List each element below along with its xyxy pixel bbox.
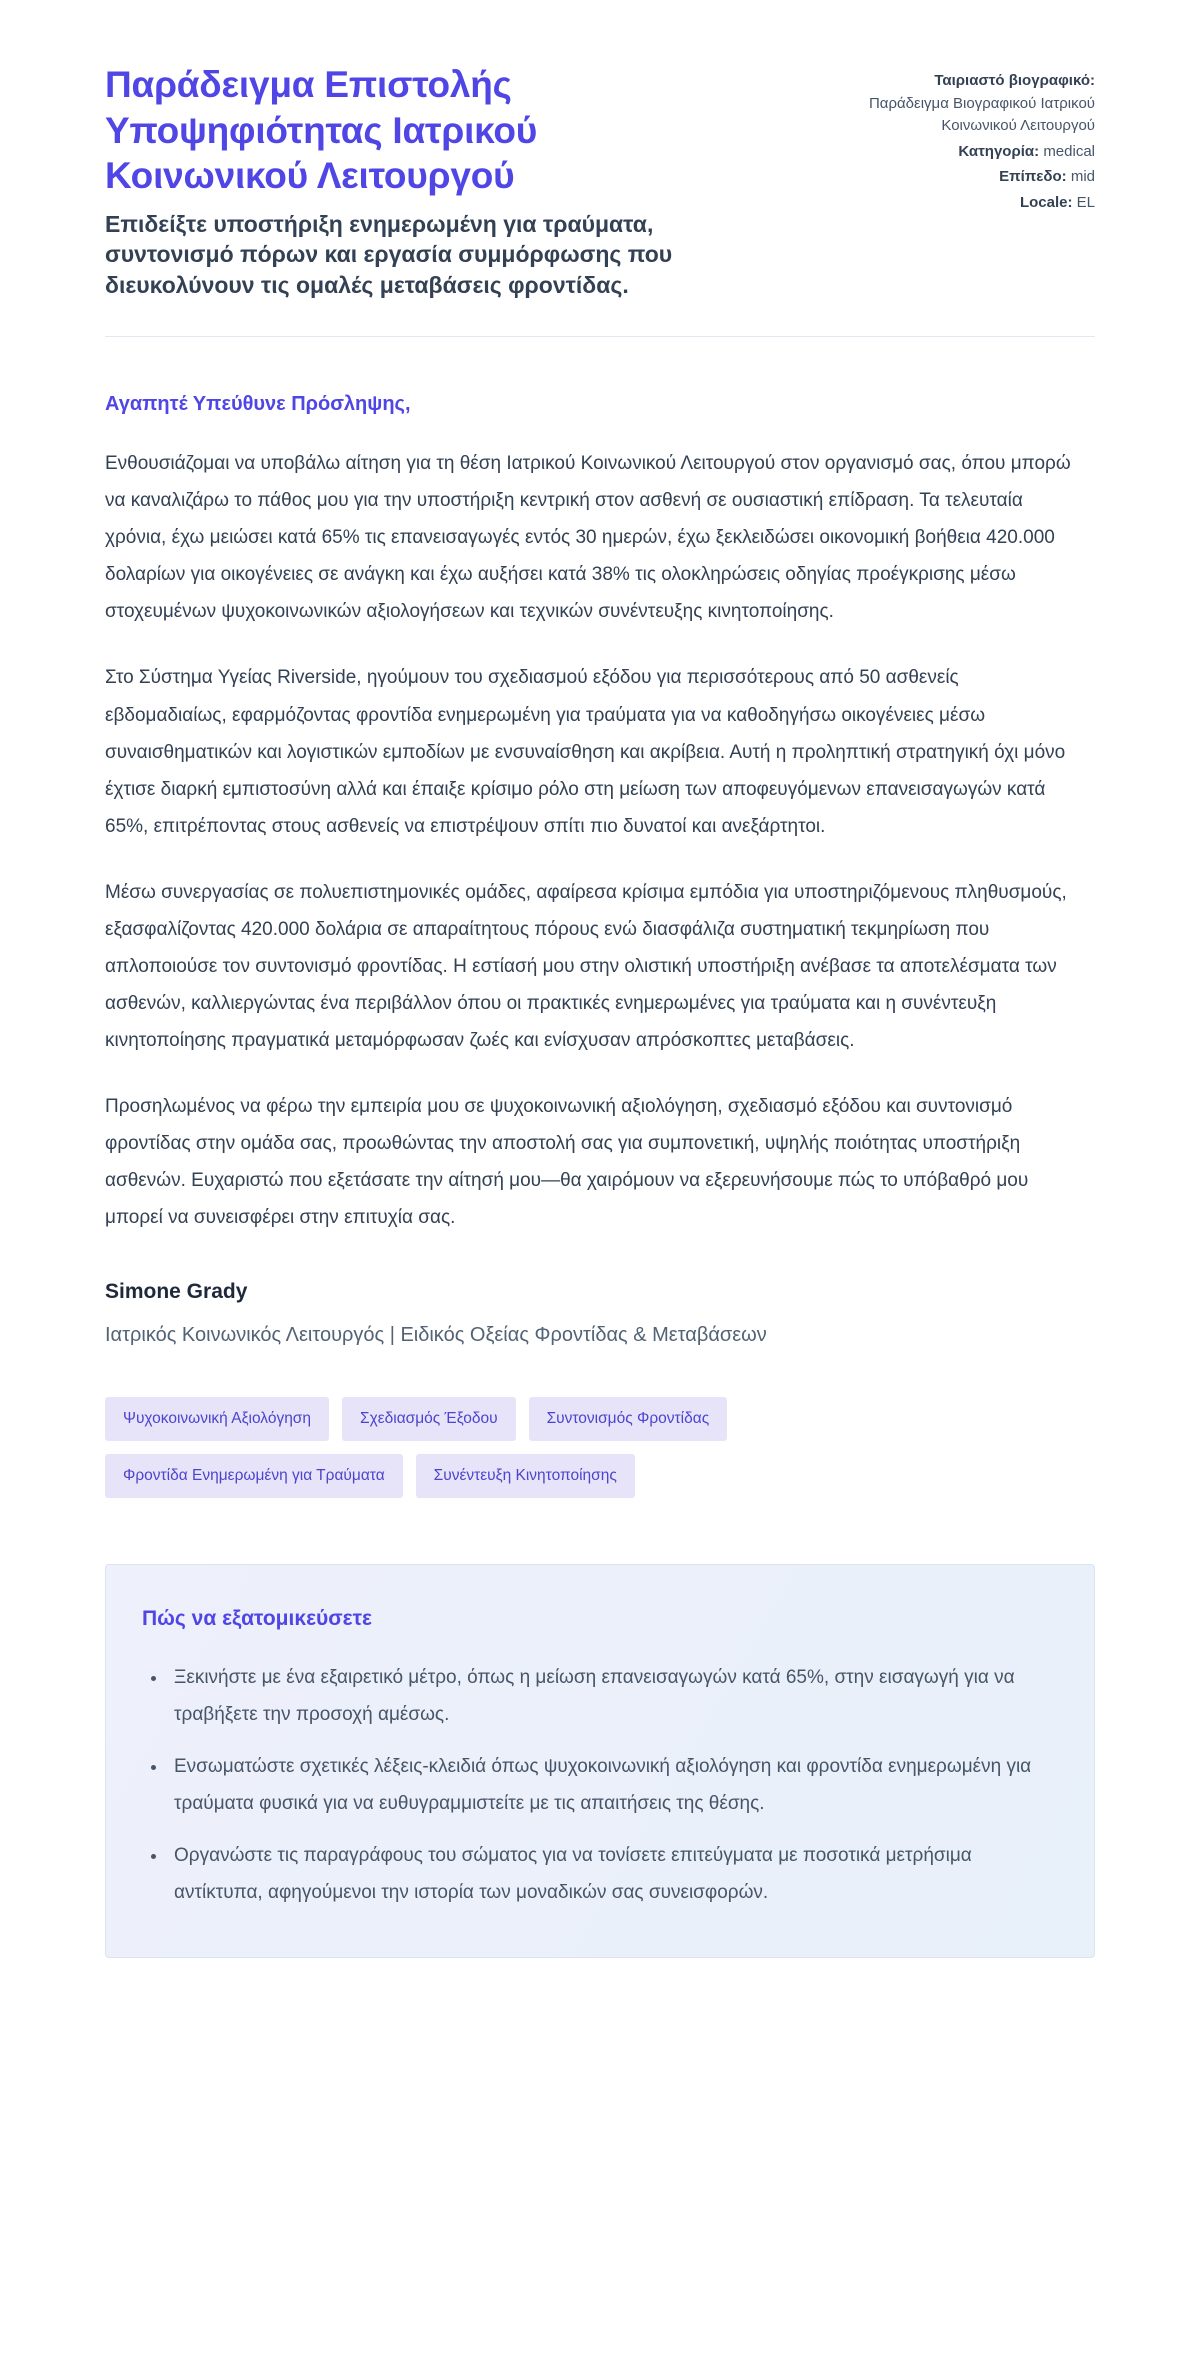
letter-paragraph: Ενθουσιάζομαι να υποβάλω αίτηση για τη θέση Ιατρικού Κοινωνικού Λειτουργού στον οργανισμό σας, όπου μπορώ να καναλιζάρω το πάθος μου για την υποστήριξη κεντρική στον ασθενή σε ουσιαστική επίδραση. Τα τελευταία χρόνια, έχω μειώσει κατά 65% τις επανεισαγωγές εντός 30 ημερών, έχω ξεκλειδώσει οικονομική βοήθεια 420.000 δολαρίων για οικογένειες σε ανάγκη και έχω αυξήσει κατά 38% τις ολοκληρώσεις οδηγίας προέγκρισης μέσω στοχευμένων ψυχοκοινωνικών αξιολογήσεων και τεχνικών συνέντευξης κινητοποίησης. <box>105 453 1071 623</box>
skill-tag: Φροντίδα Ενημερωμένη για Τραύματα <box>105 1454 403 1498</box>
page-header <box>105 62 1095 300</box>
meta-locale-value: EL <box>1076 193 1095 211</box>
skill-tag: Σχεδιασμός Έξοδου <box>342 1397 516 1441</box>
header-title-block <box>105 62 730 300</box>
customization-tips-box <box>105 1564 1095 1958</box>
tips-item: • Οργανώστε τις παραγράφους του σώματος για να τονίσετε επιτεύγματα με ποσοτικά μετρήσιμα αντίκτυπα, αφηγούμενοι την ιστορία των μοναδικών σας συνεισφορών. <box>168 1837 1050 1911</box>
meta-level-value: mid <box>1070 168 1095 185</box>
meta-locale <box>843 192 1095 215</box>
letter-greeting: Αγαπητέ Υπεύθυνε Πρόσληψης, <box>105 393 411 416</box>
letter-paragraph: Μέσω συνεργασίας σε πολυεπιστημονικές ομάδες, αφαίρεσα κρίσιμα εμπόδια για υποστηριζόμενους πληθυσμούς, εξασφαλίζοντας 420.000 δολάρια σε απαραίτητους πόρους ενώ διασφάλιζα συστηματική τεκμηρίωση που απλοποιούσε τον συντονισμό φροντίδας. Η εστίασή μου στην ολιστική υποστήριξη ανέβασε τα αποτελέσματα των ασθενών, καλλιεργώντας ένα περιβάλλον όπου οι πρακτικές ενημερωμένες για τραύματα και η συνέντευξη κινητοποίησης πραγματικά μεταμόρφωσαν ζωές και ενίσχυσαν απρόσκοπτες μεταβάσεις. <box>105 881 1067 1051</box>
tips-list <box>142 1659 1050 1911</box>
skill-tag: Συντονισμός Φροντίδας <box>529 1397 728 1441</box>
meta-level <box>843 166 1095 189</box>
meta-category-label: Κατηγορία: <box>958 142 1040 160</box>
page-title: Παράδειγμα Επιστολής Υποψηφιότητας Ιατρικού Κοινωνικού Λειτουργού <box>105 64 538 196</box>
signature-role: Ιατρικός Κοινωνικός Λειτουργός | Ειδικός Οξείας Φροντίδας & Μεταβάσεων <box>105 1324 767 1347</box>
page-content <box>105 0 1095 2028</box>
tips-item: • Ξεκινήστε με ένα εξαιρετικό μέτρο, όπως η μείωση επανεισαγωγών κατά 65%, στην εισαγωγή για να τραβήξετε την προσοχή αμέσως. <box>168 1659 1050 1733</box>
page-subtitle: Επιδείξτε υποστήριξη ενημερωμένη για τραύματα, συντονισμό πόρων και εργασία συμμόρφωσης που διευκολύνουν τις ομαλές μεταβάσεις φροντίδας. <box>105 210 673 298</box>
meta-category <box>843 141 1095 164</box>
skill-tag: Συνέντευξη Κινητοποίησης <box>416 1454 635 1498</box>
meta-resume-label: Ταιριαστό βιογραφικό: <box>934 72 1095 89</box>
skill-tags <box>105 1397 885 1498</box>
meta-resume <box>843 70 1095 138</box>
skill-tag: Ψυχοκοινωνική Αξιολόγηση <box>105 1397 329 1441</box>
letter-paragraph: Προσηλωμένος να φέρω την εμπειρία μου σε ψυχοκοινωνική αξιολόγηση, σχεδιασμό εξόδου και συντονισμό φροντίδας στην ομάδα σας, προωθώντας την αποστολή σας για συμπονετική, υψηλής ποιότητας υποστήριξη ασθενών. Ευχαριστώ που εξετάσατε την αίτησή μου—θα χαιρόμουν να εξερευνήσουμε πώς το υπόβαθρό μου μπορεί να συνεισφέρει στην επιτυχία σας. <box>105 1095 1029 1229</box>
letter-body <box>105 393 1095 1347</box>
header-divider <box>105 336 1095 337</box>
meta-level-label: Επίπεδο: <box>999 168 1067 185</box>
meta-resume-link[interactable]: Παράδειγμα Βιογραφικού Ιατρικού Κοινωνικού Λειτουργού <box>868 94 1095 134</box>
tips-item: • Ενσωματώστε σχετικές λέξεις-κλειδιά όπως ψυχοκοινωνική αξιολόγηση και φροντίδα ενημερωμένη για τραύματα φυσικά για να ευθυγραμμιστείτε με τις απαιτήσεις της θέσης. <box>168 1748 1050 1822</box>
letter-paragraph: Στο Σύστημα Υγείας Riverside, ηγούμουν του σχεδιασμού εξόδου για περισσότερους από 50 ασθενείς εβδομαδιαίως, εφαρμόζοντας φροντίδα ενημερωμένη για τραύματα για να καθοδηγήσω οικογένειες μέσω συναισθηματικών και λογιστικών εμποδίων με ενσυναίσθηση και ακρίβεια. Αυτή η προληπτική στρατηγική όχι μόνο έχτισε διαρκή εμπιστοσύνη αλλά και έπαιξε κρίσιμο ρόλο στη μείωση των αποφευγόμενων επανεισαγωγών κατά 65%, επιτρέποντας στους ασθενείς να επιστρέψουν σπίτι πιο δυνατοί και ανεξάρτητοι. <box>105 667 1066 837</box>
meta-locale-label: Locale: <box>1019 193 1073 211</box>
meta-category-value: medical <box>1043 142 1095 160</box>
tips-heading: Πώς να εξατομικεύσετε <box>142 1607 372 1631</box>
meta-panel <box>843 62 1095 217</box>
signature-name: Simone Grady <box>105 1280 248 1304</box>
